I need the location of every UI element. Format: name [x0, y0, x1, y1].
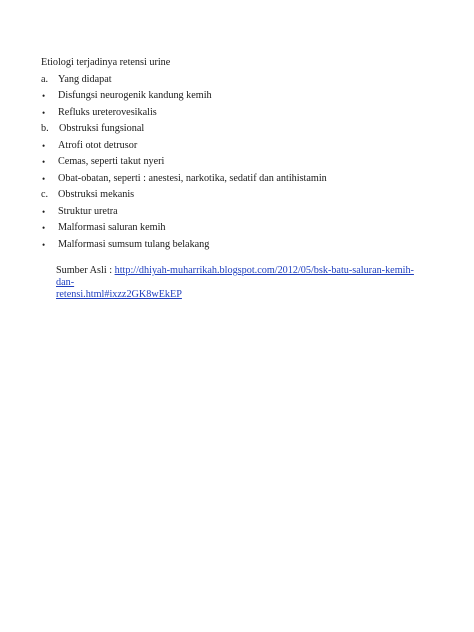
section-heading-c [41, 187, 441, 204]
section-heading-a [41, 72, 441, 89]
list-item-text: Atrofi otot detrusor [58, 139, 138, 151]
list-item [41, 105, 441, 122]
list-item-text: Malformasi saluran kemih [58, 222, 166, 233]
source-line-1 [56, 265, 416, 289]
list-item [41, 88, 441, 105]
section-label: Yang didapat [58, 73, 112, 85]
section-heading-b [41, 121, 441, 138]
list-item [41, 204, 441, 221]
source-citation [56, 265, 416, 301]
title-text: Etiologi terjadinya retensi urine [41, 57, 171, 68]
section-marker: c. [41, 189, 49, 200]
list-item-text: Refluks ureterovesikalis [58, 106, 157, 118]
document-title [41, 55, 441, 72]
section-marker: a. [41, 73, 49, 85]
bullet-icon: • [42, 91, 46, 101]
list-item [41, 154, 441, 171]
section-label: Obstruksi mekanis [58, 189, 135, 200]
list-item [41, 171, 441, 188]
list-item-text: Disfungsi neurogenik kandung kemih [58, 90, 212, 101]
source-link-continued[interactable]: retensi.html#ixzz2GK8wEkEP [56, 289, 182, 300]
list-item-text: Obat-obatan, seperti : anestesi, narkotika, sedatif dan antihistamin [58, 172, 327, 184]
list-item-text: Malformasi sumsum tulang belakang [58, 238, 210, 250]
section-label: Obstruksi fungsional [59, 123, 145, 134]
bullet-icon: • [42, 223, 46, 233]
bullet-icon: • [42, 239, 46, 250]
list-item-text: Cemas, seperti takut nyeri [58, 156, 165, 167]
source-label: Sumber Asli : [56, 265, 115, 276]
bullet-icon: • [42, 157, 46, 167]
document-body [41, 55, 441, 253]
source-link[interactable]: http://dhiyah-muharrikah.blogspot.com/2012/05/bsk-batu-saluran-kemih-dan- [56, 265, 414, 288]
list-item [41, 237, 441, 254]
list-item [41, 138, 441, 155]
section-marker: b. [41, 123, 49, 134]
source-line-2 [56, 289, 416, 301]
list-item-text: Struktur uretra [58, 205, 118, 217]
list-item [41, 220, 441, 237]
bullet-icon: • [42, 173, 46, 184]
bullet-icon: • [42, 107, 46, 118]
bullet-icon: • [42, 206, 46, 217]
bullet-icon: • [42, 140, 46, 151]
